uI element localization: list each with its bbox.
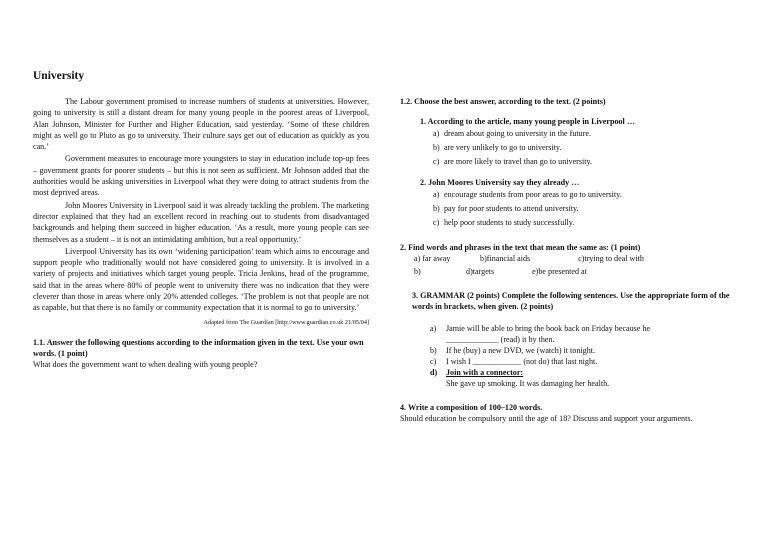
mc-option: c) help poor students to study successfully. (433, 218, 575, 227)
article-paragraph: Liverpool University has its own ‘widening participation’ team which aims to encourage and support people who traditionally would not have considered going to university. It is involved in a variety of projects and initiatives which target young people. Tricia Jenkins, head of the programme, said that in the areas where 80% of people went to university there was no indication that they were cleverer than those in areas where only 20% attended colleges. ‘The problem is not that people are not as capable, but that there is no family or community expectation that it is normal to go to university.’ (33, 246, 369, 313)
grammar-item: b) If he (buy) a new DVD, we (watch) it tonight. (430, 346, 596, 355)
question-heading: 4. Write a composition of 100–120 words. (400, 403, 543, 412)
question-3 (400, 290, 730, 312)
left-column (33, 70, 369, 370)
question-text: Should education be compulsory until the age of 18? Discuss and support your arguments. (400, 414, 693, 423)
mc-stem: 1. According to the article, many young people in Liverpool … (420, 117, 635, 126)
mc-option: a) dream about going to university in the future. (433, 129, 592, 138)
question-heading: 3. GRAMMAR (2 points) Complete the following sentences. Use the appropriate form of the words in brackets, when given. (2 points) (412, 291, 730, 311)
grammar-item: d) Join with a connector: She gave up smoking. It was damaging her health. (430, 368, 610, 388)
word-item: c)trying to deal with (578, 254, 644, 263)
word-item: e)be presented at (532, 266, 587, 276)
question-1-1 (33, 337, 369, 370)
page-title: University (33, 70, 85, 82)
question-2 (400, 242, 730, 278)
word-item: d)targets (466, 266, 495, 276)
question-4 (400, 402, 730, 424)
mc-item (400, 177, 730, 230)
article-paragraph: John Moores University in Liverpool said it was already tackling the problem. The marketing director explained that they had an excellent record in reaching out to students from disadvantaged backgrounds and helping them succeed in higher education. ‘As a result, more young people can see themselves as a student – it is not an intimidating ambition, but a real opportunity.’ (33, 200, 369, 244)
mc-option: b) are very unlikely to go to university. (433, 143, 562, 152)
grammar-item: a) Jamie will be able to bring the book back on Friday because he _____________ (read) it by then. (430, 324, 651, 344)
grammar-items (400, 323, 730, 389)
right-column (400, 96, 730, 424)
mc-stem: 2. John Moores University say they already … (420, 178, 580, 187)
source-citation: Adapted from The Guardian [http://www.guardian.co.uk 21/05/04] (203, 318, 369, 326)
word-list-row (400, 253, 730, 266)
question-text: What does the government want to when dealing with young people? (33, 359, 258, 369)
question-heading: 1.1. Answer the following questions according to the information given in the text. Use your own words. (1 point) (33, 337, 364, 358)
article-paragraph: The Labour government promised to increase numbers of students at universities. However, going to university is still a distant dream for many young people in the poorest areas of Liverpool, Alan Johnson, Minister for Further and Higher Education, said yesterday. ‘Some of these children might as well go to Pluto as go to university. Their culture says get out of education as quickly as you can.’ (33, 97, 369, 152)
word-item: a) far away (414, 254, 451, 263)
mc-item (400, 116, 730, 169)
word-item: b) (414, 266, 421, 276)
mc-option: b) pay for poor students to attend university. (433, 204, 579, 213)
question-1-2 (400, 96, 730, 230)
mc-option: c) are more likely to travel than go to university. (433, 157, 593, 166)
word-list-row (400, 266, 730, 279)
word-item: b)financial aids (480, 254, 531, 263)
article-paragraph: Government measures to encourage more youngsters to stay in education include top-up fees – government grants for poorer students – but this is not seen as sufficient. Mr Johnson added that the authorities would be asking universities in Liverpool what they were doing to attract students from the most deprived areas. (33, 154, 369, 198)
mc-option: a) encourage students from poor areas to go to university. (433, 190, 622, 199)
grammar-item: c) I wish I ____________ (not do) that last night. (430, 357, 598, 366)
question-heading: 1.2. Choose the best answer, according to the text. (2 points) (400, 97, 606, 106)
question-heading: 2. Find words and phrases in the text that mean the same as: (1 point) (400, 243, 641, 252)
